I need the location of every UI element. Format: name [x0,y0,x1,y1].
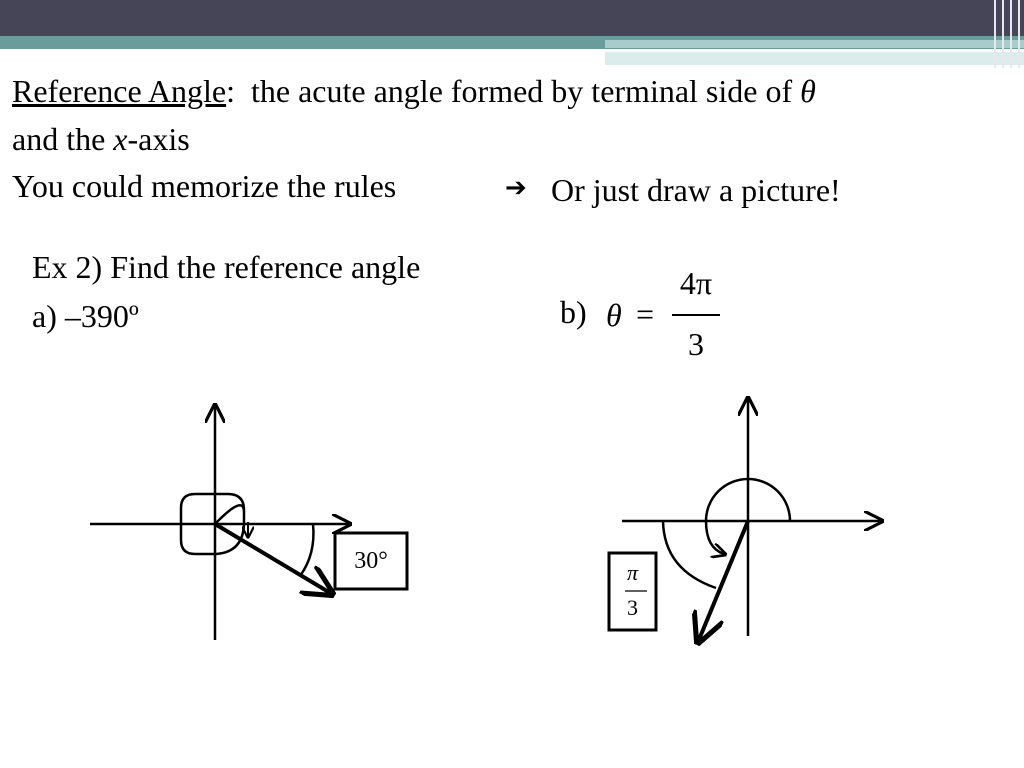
diagram-b-reference-arc [663,521,716,588]
example-part-b-label: b) [560,294,587,330]
diagram-a-answer: 30° [354,548,388,574]
diagram-b-answer-numerator: π [626,560,639,585]
example-equals: = [636,296,655,332]
example-numerator: 4π [679,265,713,301]
rules-memorize: You could memorize the rules [12,168,397,204]
rules-picture: Or just draw a picture! [551,172,841,208]
definition-text: the acute angle formed by terminal side of [251,73,793,109]
example-theta: θ [606,297,622,333]
diagram-b-answer-denominator: 3 [627,595,638,620]
definition-x: x [113,121,128,157]
definition-term: Reference Angle [12,73,227,109]
definition-theta: θ [800,73,816,109]
diagram-a-reference-arc [300,524,313,576]
diagram-b-terminal-side [698,521,748,642]
right-arrow-icon: ➔ [505,173,527,203]
definition-colon: : [226,73,235,109]
example-heading: Ex 2) Find the reference angle [32,249,421,285]
definition-line2-b: -axis [127,121,190,157]
diagram-a [90,405,407,640]
example-part-a: a) –390º [32,298,139,334]
definition-line2-a: and the [12,121,106,157]
example-denominator: 3 [688,326,704,362]
